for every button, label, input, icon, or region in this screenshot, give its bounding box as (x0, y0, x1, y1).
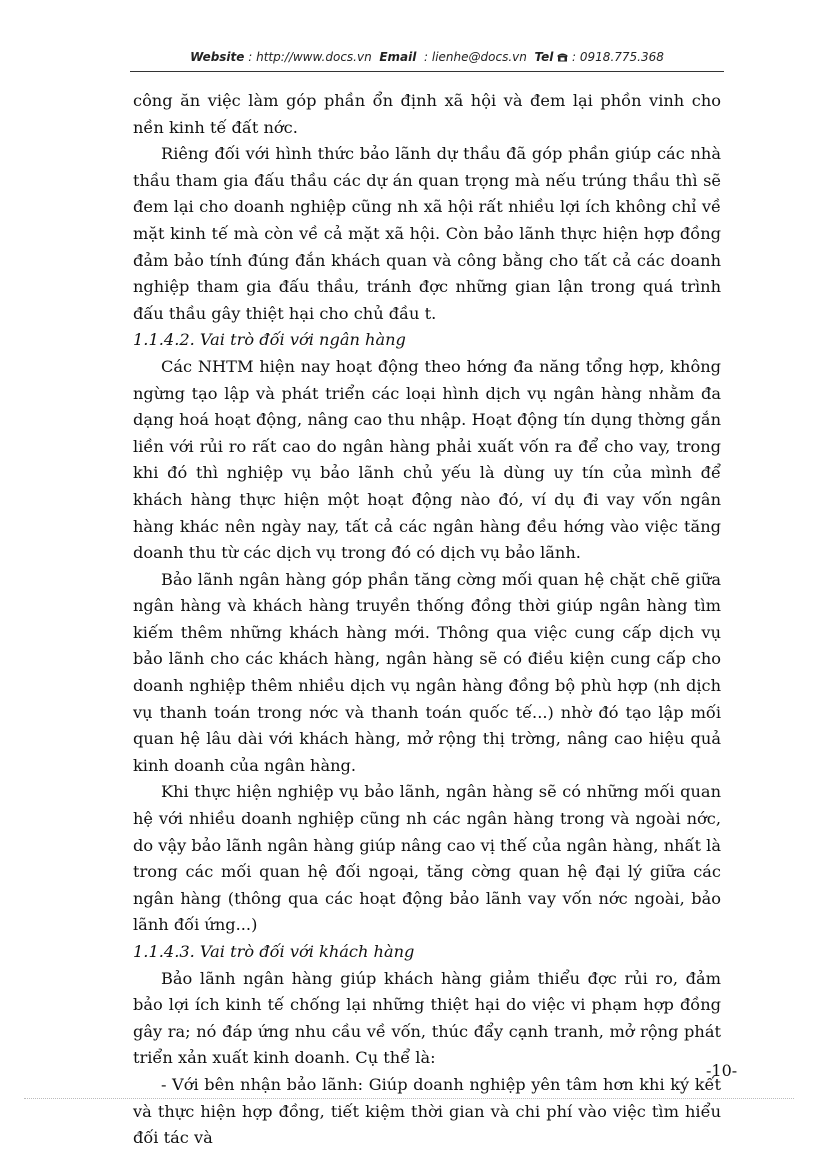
paragraph-5: Khi thực hiện nghiệp vụ bảo lãnh, ngân hàng sẽ có những mối quan hệ với nhiều doanh nghiệp cũng nh các ngân hàng trong và ngoài nớc, do vậy bảo lãnh ngân hàng giúp nâng cao vị thế của ngân hàng, nhất là trong các mối quan hệ đối ngoại, tăng cờng quan hệ đại lý giữa các ngân hàng (thông qua các hoạt động bảo lãnh vay vốn nớc ngoài, bảo lãnh đối ứng...) (133, 782, 721, 935)
tel-label: Tel (534, 50, 554, 64)
page-number: -10- (706, 1061, 738, 1080)
section-heading-bank-role: 1.1.4.2. Vai trò đối với ngân hàng (133, 330, 406, 350)
email-value: : lienhe@docs.vn (424, 50, 527, 64)
header-divider (130, 71, 724, 72)
document-body (133, 88, 721, 1152)
tel-value: : 0918.775.368 (572, 50, 664, 64)
paragraph-1: công ăn việc làm góp phần ổn định xã hội và đem lại phồn vinh cho nền kinh tế đất nớc. (133, 91, 721, 137)
paragraph-3: Các NHTM hiện nay hoạt động theo hớng đa năng tổng hợp, không ngừng tạo lập và phát triển các loại hình dịch vụ ngân hàng nhằm đa dạng hoá hoạt động, nâng cao thu nhập. Hoạt động tín dụng thờng gắn liền với rủi ro rất cao do ngân hàng phải xuất vốn ra để cho vay, trong khi đó thì nghiệp vụ bảo lãnh chủ yếu là dùng uy tín của mình để khách hàng thực hiện một hoạt động nào đó, ví dụ đi vay vốn ngân hàng khác nên ngày nay, tất cả các ngân hàng đều hớng vào việc tăng doanh thu từ các dịch vụ trong đó có dịch vụ bảo lãnh. (133, 356, 721, 563)
paragraph-2: Riêng đối với hình thức bảo lãnh dự thầu đã góp phần giúp các nhà thầu tham gia đấu thầu các dự án quan trọng mà nếu trúng thầu thì sẽ đem lại cho doanh nghiệp cũng nh xã hội rất nhiều lợi ích không chỉ về mặt kinh tế mà còn về cả mặt xã hội. Còn bảo lãnh thực hiện hợp đồng đảm bảo tính đúng đắn khách quan và công bằng cho tất cả các doanh nghiệp tham gia đấu thầu, tránh đợc những gian lận trong quá trình đấu thầu gây thiệt hại cho chủ đầu t. (133, 144, 721, 323)
website-label: Website (190, 50, 245, 64)
page-header (130, 50, 724, 64)
website-value: : http://www.docs.vn (248, 50, 372, 64)
paragraph-4: Bảo lãnh ngân hàng góp phần tăng cờng mối quan hệ chặt chẽ giữa ngân hàng và khách hàng truyền thống đồng thời giúp ngân hàng tìm kiếm thêm những khách hàng mới. Thông qua việc cung cấp dịch vụ bảo lãnh cho các khách hàng, ngân hàng sẽ có điều kiện cung cấp cho doanh nghiệp thêm nhiều dịch vụ ngân hàng đồng bộ phù hợp (nh dịch vụ thanh toán trong nớc và thanh toán quốc tế...) nhờ đó tạo lập mối quan hệ lâu dài với khách hàng, mở rộng thị trờng, nâng cao hiệu quả kinh doanh của ngân hàng. (133, 569, 721, 775)
telephone-icon (557, 50, 572, 64)
paragraph-7: - Với bên nhận bảo lãnh: Giúp doanh nghiệp yên tâm hơn khi ký kết và thực hiện hợp đồng, tiết kiệm thời gian và chi phí vào việc tìm hiểu đối tác và (133, 1074, 721, 1148)
footer-divider (24, 1098, 794, 1099)
email-label: Email (379, 50, 417, 64)
section-heading-customer-role: 1.1.4.3. Vai trò đối với khách hàng (133, 942, 415, 961)
paragraph-6: Bảo lãnh ngân hàng giúp khách hàng giảm thiểu đợc rủi ro, đảm bảo lợi ích kinh tế chống lại những thiệt hại do việc vi phạm hợp đồng gây ra; nó đáp ứng nhu cầu về vốn, thúc đẩy cạnh tranh, mở rộng phát triển xản xuất kinh doanh. Cụ thể là: (133, 968, 721, 1068)
